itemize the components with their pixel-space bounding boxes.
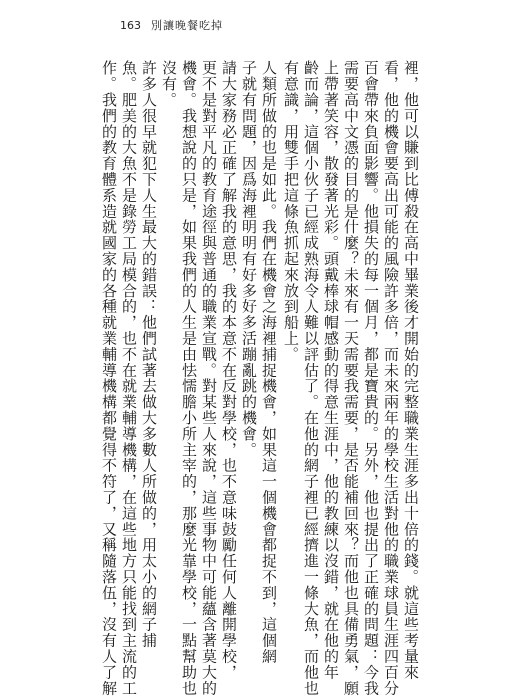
text-column: 作。我們的教育體系造就國家的各種就業輔導機構都覺得不符了，又稱隨落伍，沒有人了解 xyxy=(100,60,118,696)
text-column: 裡，他可以賺到比傅殺在高中畢業後才開始的完整職業生涯多出十倍的錢。就這些考量來 xyxy=(402,60,420,681)
text-column: 百會帶來負面影響。他損失的每一個月，都是寶貴的。另外，他也提出了正確的問題：今我 xyxy=(362,60,380,696)
text-column: 許多人很早就犯下人生最大的錯誤：他們試著去做大多數人所做的，用太小的網子捕 xyxy=(140,60,158,649)
text-column: 子就有問題，因爲海裡明明有好多好多活蹦亂跳的機會。 xyxy=(240,60,258,458)
text-column: 請大家務必正確了解我的意思，我的本意不在反對學校，也不意味鼓勵任何人離開學校， xyxy=(220,60,238,681)
text-column: 沒有。 xyxy=(160,60,178,108)
text-column: 機會。我想說的只是，如果我們的人生是由怯懦膽小所主宰的，那麼光靠學校，一點幫助也 xyxy=(180,60,198,696)
text-column: 人類所做的也是如此。我們在機會之海裡捕捉機會，如果這一個機會都捉不到，這個網 xyxy=(260,60,278,665)
running-title: 別讓晚餐吃掉 xyxy=(151,19,223,32)
text-column: 齡而論，這個小伙子已經成熟海令人難以評估了。在他的網子裡已經擠進一條大魚，而他也 xyxy=(302,60,320,696)
vertical-text-body xyxy=(100,60,420,696)
text-column: 更不是對平凡的教育途徑與普通的職業宣戰。對某些人來說，這些事物中可能蘊含著莫大的 xyxy=(200,60,218,696)
page-header xyxy=(120,17,223,33)
text-column: 上帶著笑容，散發著光彩。頭戴棒球帽感動的得意生涯中，他的教練以沒錯，就在他的年 xyxy=(322,60,340,681)
text-column: 需要高中文憑的目的是什麼？未來有一天需要我需要，是否能補回來？而他也具備勇氣，願 xyxy=(342,60,360,696)
text-column: 看，他的機會要高出可能的風險許多倍，而未來兩年的學校生活對他的職業球員生涯四百分 xyxy=(382,60,400,696)
text-column: 有意識，用雙手把這條魚抓起來放到船上。 xyxy=(282,60,300,363)
text-column: 魚。肥美的大魚不是錄勞工局模合的，也不在就業輔導機構，在這些地方只能找到主流的工 xyxy=(120,60,138,696)
page-number: 163 xyxy=(120,18,141,32)
